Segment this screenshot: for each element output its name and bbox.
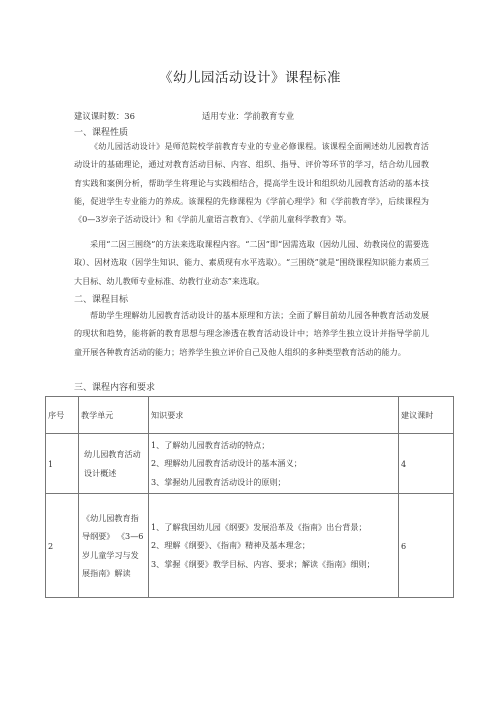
section-1-paragraph-1: 《幼儿园活动设计》是师范院校学前教育专业的专业必修课程。该课程全面阐述幼儿园教育活动设计的基础理论，通过对教育活动目标、内容、组织、指导、评价等环节的学习，结合幼儿园教育实践和案例分析，帮助学生将理论与实践相结合，提高学生设计和组织幼儿园教育活动的基本技能，促进学生专业能力的养成。该课程的先修课程为《学前心理学》和《学前教育学》，后续课程为《0—3岁亲子活动设计》和《学前儿童语言教育》、《学前儿童科学教育》等。: [74, 141, 429, 225]
row-knowledge: [149, 494, 399, 598]
row-no: 1: [46, 434, 79, 494]
section-heading-1: 一、课程性质: [74, 128, 129, 138]
row-no: 2: [46, 494, 79, 598]
section-heading-2: 二、课程目标: [74, 295, 129, 305]
section-1-paragraph-2: 采用“二因三围绕”的方法来选取课程内容。“二因”即“因需选取（因幼儿园、幼教岗位的需要选取）、因材选取（因学生知识、能力、素质现有水平选取）。“三围绕”就是“围绕课程知识能力素质三大目标、幼儿教师专业标准、幼教行业动态”来选取。: [74, 239, 429, 286]
document-title: 《幼儿园活动设计》课程标准: [159, 70, 341, 86]
knowledge-item: 1、了解我国幼儿园《纲要》发展沿革及《指南》出台背景；: [151, 522, 367, 533]
table-row: [46, 434, 454, 494]
knowledge-item: 1、了解幼儿园教育活动的特点；: [151, 440, 270, 451]
row-hours: 4: [399, 434, 454, 494]
knowledge-item: 3、掌握《纲要》教学目标、内容、要求；解读《指南》细则；: [151, 558, 375, 569]
section-2-paragraph-1: 帮助学生理解幼儿园教育活动设计的基本原理和方法；全面了解目前幼儿园各种教育活动发展的现状和趋势，能将新的教育思想与理念渗透在教育活动设计中；培养学生独立设计并指导学前儿童开展各种教育活动的能力；培养学生独立评价自己及他人组织的多种类型教育活动的能力。: [74, 310, 429, 357]
knowledge-item: 2、理解《纲要》、《指南》精神及基本理念；: [151, 540, 310, 551]
header-unit: 教学单元: [79, 397, 149, 434]
course-meta: [74, 110, 295, 122]
course-content-table: [45, 396, 454, 598]
row-unit: 幼儿园教育活动设计概述: [79, 434, 149, 494]
knowledge-item: 3、掌握幼儿园教育活动设计的原则；: [151, 476, 286, 487]
row-hours: 6: [399, 494, 454, 598]
row-unit: 《幼儿园教育指导纲要》 《3—6岁儿童学习与发展指南》解读: [79, 494, 149, 598]
table-header-row: [46, 397, 454, 434]
header-no: 序号: [46, 397, 79, 434]
applicable-major: 适用专业：学前教育专业: [202, 111, 295, 121]
row-knowledge: [149, 434, 399, 494]
suggested-hours: 建议课时数：36: [74, 111, 135, 121]
header-hours: 建议课时: [399, 397, 454, 434]
table-row: [46, 494, 454, 598]
header-knowledge: 知识要求: [149, 397, 399, 434]
knowledge-item: 2、理解幼儿园教育活动设计的基本涵义；: [151, 458, 302, 469]
section-heading-3: 三、课程内容和要求: [74, 383, 156, 393]
